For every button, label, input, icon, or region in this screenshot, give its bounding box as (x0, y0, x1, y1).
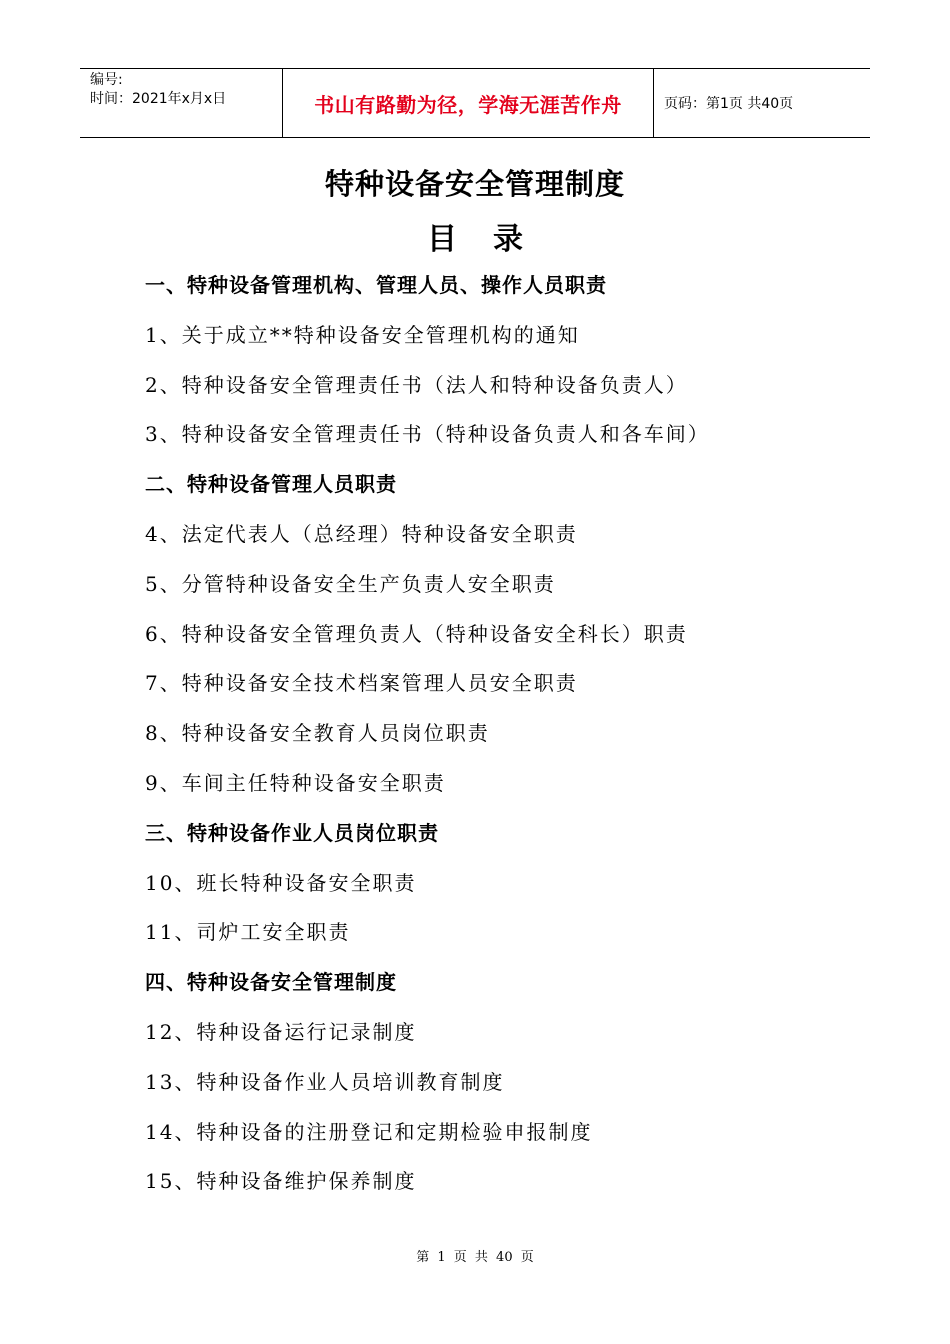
toc-entry: 2、特种设备安全管理责任书（法人和特种设备负责人） (145, 372, 688, 397)
header-page-info: 页码：第1页 共40页 (664, 96, 794, 112)
document-number-label: 编号: (90, 72, 123, 88)
page-footer: 第 1 页 共 40 页 (416, 1250, 534, 1265)
toc-section-heading: 一、特种设备管理机构、管理人员、操作人员职责 (145, 273, 607, 297)
toc-entry: 14、特种设备的注册登记和定期检验申报制度 (145, 1119, 593, 1144)
document-title: 特种设备安全管理制度 (324, 167, 625, 201)
toc-entry: 10、班长特种设备安全职责 (145, 870, 417, 895)
toc-entry: 11、司炉工安全职责 (145, 920, 351, 945)
toc-entry: 7、特种设备安全技术档案管理人员安全职责 (145, 671, 578, 696)
table-of-contents (145, 265, 845, 1211)
page-header (80, 68, 870, 138)
toc-entry: 15、特种设备维护保养制度 (145, 1169, 417, 1194)
toc-entry: 5、分管特种设备安全生产负责人安全职责 (145, 571, 556, 596)
toc-entry: 8、特种设备安全教育人员岗位职责 (145, 721, 490, 746)
toc-section-heading: 二、特种设备管理人员职责 (145, 472, 397, 497)
document-date: 时间：2021年x月x日 (90, 91, 227, 107)
toc-entry: 9、车间主任特种设备安全职责 (145, 770, 446, 795)
toc-section-heading: 三、特种设备作业人员岗位职责 (145, 820, 439, 845)
toc-section-heading: 四、特种设备安全管理制度 (145, 970, 397, 995)
toc-entry: 13、特种设备作业人员培训教育制度 (145, 1069, 505, 1094)
header-meta (80, 69, 282, 137)
toc-entry: 4、法定代表人（总经理）特种设备安全职责 (145, 521, 578, 546)
toc-heading: 目录 (427, 222, 559, 257)
toc-entry: 3、特种设备安全管理责任书（特种设备负责人和各车间） (145, 422, 710, 447)
header-motto: 书山有路勤为径，学海无涯苦作舟 (282, 69, 654, 137)
toc-entry: 1、关于成立**特种设备安全管理机构的通知 (145, 322, 580, 347)
toc-entry: 6、特种设备安全管理负责人（特种设备安全科长）职责 (145, 621, 688, 646)
toc-entry: 12、特种设备运行记录制度 (145, 1019, 417, 1044)
